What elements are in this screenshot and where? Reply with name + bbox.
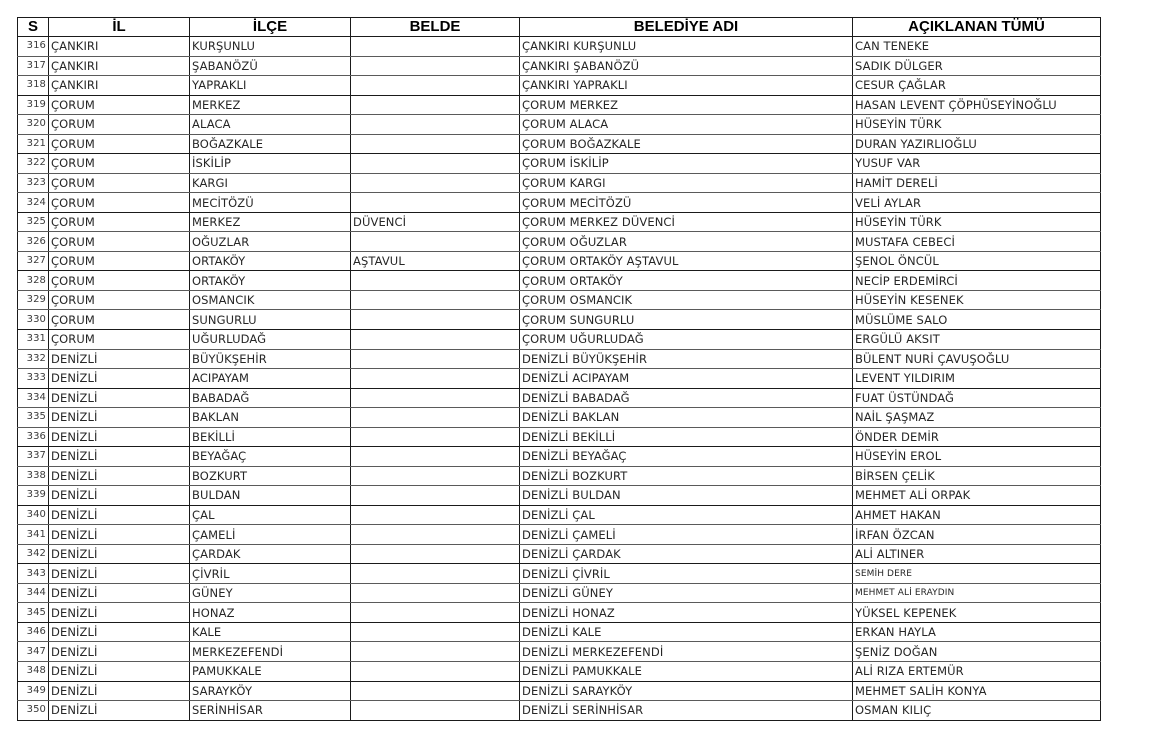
cell-belediye-adi: DENİZLİ BULDAN xyxy=(520,486,853,506)
cell-belediye-adi: ÇORUM MERKEZ xyxy=(520,95,853,115)
cell-aciklanan-tumu: HAMİT DERELİ xyxy=(853,173,1101,193)
cell-s: 338 xyxy=(18,466,49,486)
cell-aciklanan-tumu: HÜSEYİN TÜRK xyxy=(853,212,1101,232)
table-row xyxy=(18,154,1101,174)
cell-belde xyxy=(351,134,520,154)
cell-s: 343 xyxy=(18,564,49,584)
cell-aciklanan-tumu: MEHMET ALİ ERAYDIN xyxy=(853,583,1101,603)
cell-s: 334 xyxy=(18,388,49,408)
mayor-candidates-table xyxy=(17,17,1101,721)
cell-ilce: OSMANCIK xyxy=(190,290,351,310)
cell-ilce: ORTAKÖY xyxy=(190,251,351,271)
cell-belde xyxy=(351,115,520,135)
cell-belde xyxy=(351,95,520,115)
cell-aciklanan-tumu: ŞENOL ÖNCÜL xyxy=(853,251,1101,271)
cell-belde xyxy=(351,349,520,369)
cell-aciklanan-tumu: SEMİH DERE xyxy=(853,564,1101,584)
cell-ilce: ÇARDAK xyxy=(190,544,351,564)
cell-ilce: MECİTÖZÜ xyxy=(190,193,351,213)
cell-aciklanan-tumu: ALİ RIZA ERTEMÜR xyxy=(853,662,1101,682)
cell-belde xyxy=(351,369,520,389)
table-row xyxy=(18,134,1101,154)
cell-belediye-adi: ÇORUM UĞURLUDAĞ xyxy=(520,329,853,349)
table-row xyxy=(18,349,1101,369)
cell-belediye-adi: ÇORUM BOĞAZKALE xyxy=(520,134,853,154)
cell-belde xyxy=(351,681,520,701)
cell-il: DENİZLİ xyxy=(49,564,190,584)
cell-aciklanan-tumu: ŞENİZ DOĞAN xyxy=(853,642,1101,662)
cell-ilce: BULDAN xyxy=(190,486,351,506)
cell-s: 349 xyxy=(18,681,49,701)
cell-s: 327 xyxy=(18,251,49,271)
table-row xyxy=(18,681,1101,701)
cell-aciklanan-tumu: HASAN LEVENT ÇÖPHÜSEYİNOĞLU xyxy=(853,95,1101,115)
cell-ilce: BEKİLLİ xyxy=(190,427,351,447)
table-row xyxy=(18,329,1101,349)
cell-ilce: MERKEZ xyxy=(190,212,351,232)
cell-ilce: KURŞUNLU xyxy=(190,37,351,57)
cell-belediye-adi: DENİZLİ BEKİLLİ xyxy=(520,427,853,447)
cell-ilce: MERKEZEFENDİ xyxy=(190,642,351,662)
table-row xyxy=(18,583,1101,603)
cell-s: 340 xyxy=(18,505,49,525)
table-row xyxy=(18,505,1101,525)
cell-s: 336 xyxy=(18,427,49,447)
cell-belediye-adi: DENİZLİ MERKEZEFENDİ xyxy=(520,642,853,662)
cell-belediye-adi: ÇANKIRI YAPRAKLI xyxy=(520,76,853,96)
cell-il: DENİZLİ xyxy=(49,525,190,545)
cell-s: 346 xyxy=(18,622,49,642)
cell-il: DENİZLİ xyxy=(49,369,190,389)
cell-belediye-adi: ÇORUM MECİTÖZÜ xyxy=(520,193,853,213)
cell-il: ÇORUM xyxy=(49,95,190,115)
cell-belediye-adi: DENİZLİ PAMUKKALE xyxy=(520,662,853,682)
cell-belediye-adi: DENİZLİ HONAZ xyxy=(520,603,853,623)
cell-il: DENİZLİ xyxy=(49,486,190,506)
cell-s: 324 xyxy=(18,193,49,213)
cell-il: ÇORUM xyxy=(49,251,190,271)
cell-il: ÇORUM xyxy=(49,271,190,291)
cell-ilce: BOZKURT xyxy=(190,466,351,486)
cell-aciklanan-tumu: MUSTAFA CEBECİ xyxy=(853,232,1101,252)
cell-belediye-adi: ÇORUM İSKİLİP xyxy=(520,154,853,174)
cell-aciklanan-tumu: HÜSEYİN EROL xyxy=(853,447,1101,467)
cell-aciklanan-tumu: NAİL ŞAŞMAZ xyxy=(853,408,1101,428)
cell-belde xyxy=(351,525,520,545)
cell-belde xyxy=(351,193,520,213)
cell-s: 323 xyxy=(18,173,49,193)
cell-ilce: HONAZ xyxy=(190,603,351,623)
cell-belde xyxy=(351,290,520,310)
cell-il: DENİZLİ xyxy=(49,447,190,467)
cell-s: 345 xyxy=(18,603,49,623)
table-row xyxy=(18,232,1101,252)
cell-il: DENİZLİ xyxy=(49,622,190,642)
table-row xyxy=(18,544,1101,564)
cell-belde xyxy=(351,56,520,76)
cell-s: 329 xyxy=(18,290,49,310)
table-row xyxy=(18,115,1101,135)
table-row xyxy=(18,642,1101,662)
table-row xyxy=(18,56,1101,76)
cell-belediye-adi: DENİZLİ BABADAĞ xyxy=(520,388,853,408)
cell-belde xyxy=(351,486,520,506)
cell-il: ÇORUM xyxy=(49,290,190,310)
table-row xyxy=(18,525,1101,545)
cell-belediye-adi: DENİZLİ ÇARDAK xyxy=(520,544,853,564)
cell-il: DENİZLİ xyxy=(49,701,190,721)
cell-il: ÇORUM xyxy=(49,173,190,193)
cell-belediye-adi: ÇANKIRI KURŞUNLU xyxy=(520,37,853,57)
table-row xyxy=(18,447,1101,467)
cell-s: 328 xyxy=(18,271,49,291)
table-row xyxy=(18,408,1101,428)
cell-il: ÇORUM xyxy=(49,154,190,174)
cell-aciklanan-tumu: BÜLENT NURİ ÇAVUŞOĞLU xyxy=(853,349,1101,369)
table-row xyxy=(18,310,1101,330)
cell-aciklanan-tumu: HÜSEYİN KESENEK xyxy=(853,290,1101,310)
cell-belediye-adi: DENİZLİ BOZKURT xyxy=(520,466,853,486)
cell-il: DENİZLİ xyxy=(49,427,190,447)
cell-belediye-adi: DENİZLİ KALE xyxy=(520,622,853,642)
cell-il: DENİZLİ xyxy=(49,583,190,603)
cell-aciklanan-tumu: NECİP ERDEMİRCİ xyxy=(853,271,1101,291)
cell-ilce: ÇİVRİL xyxy=(190,564,351,584)
header-aciklanan-tumu: AÇIKLANAN TÜMÜ xyxy=(853,18,1101,37)
cell-ilce: ÇAL xyxy=(190,505,351,525)
cell-belde xyxy=(351,388,520,408)
cell-s: 339 xyxy=(18,486,49,506)
header-s: S xyxy=(18,18,49,37)
cell-belde xyxy=(351,408,520,428)
cell-ilce: BEYAĞAÇ xyxy=(190,447,351,467)
cell-il: ÇORUM xyxy=(49,232,190,252)
cell-il: ÇORUM xyxy=(49,329,190,349)
cell-belde xyxy=(351,329,520,349)
cell-ilce: BÜYÜKŞEHİR xyxy=(190,349,351,369)
cell-ilce: ALACA xyxy=(190,115,351,135)
cell-il: ÇANKIRI xyxy=(49,56,190,76)
cell-ilce: OĞUZLAR xyxy=(190,232,351,252)
cell-il: ÇORUM xyxy=(49,212,190,232)
cell-ilce: SERİNHİSAR xyxy=(190,701,351,721)
spreadsheet xyxy=(17,17,1101,721)
cell-s: 337 xyxy=(18,447,49,467)
cell-s: 322 xyxy=(18,154,49,174)
cell-belde xyxy=(351,173,520,193)
cell-ilce: KARGI xyxy=(190,173,351,193)
cell-ilce: BOĞAZKALE xyxy=(190,134,351,154)
cell-aciklanan-tumu: BİRSEN ÇELİK xyxy=(853,466,1101,486)
cell-aciklanan-tumu: HÜSEYİN TÜRK xyxy=(853,115,1101,135)
cell-il: ÇORUM xyxy=(49,310,190,330)
cell-il: ÇANKIRI xyxy=(49,37,190,57)
table-row xyxy=(18,662,1101,682)
cell-belediye-adi: DENİZLİ GÜNEY xyxy=(520,583,853,603)
cell-ilce: ORTAKÖY xyxy=(190,271,351,291)
table-row xyxy=(18,95,1101,115)
cell-belediye-adi: DENİZLİ ÇAMELİ xyxy=(520,525,853,545)
table-row xyxy=(18,290,1101,310)
cell-ilce: İSKİLİP xyxy=(190,154,351,174)
cell-belde xyxy=(351,232,520,252)
cell-s: 347 xyxy=(18,642,49,662)
cell-il: ÇORUM xyxy=(49,134,190,154)
cell-belediye-adi: DENİZLİ ÇİVRİL xyxy=(520,564,853,584)
cell-il: DENİZLİ xyxy=(49,466,190,486)
cell-aciklanan-tumu: İRFAN ÖZCAN xyxy=(853,525,1101,545)
cell-aciklanan-tumu: AHMET HAKAN xyxy=(853,505,1101,525)
cell-belde xyxy=(351,466,520,486)
cell-ilce: BAKLAN xyxy=(190,408,351,428)
cell-aciklanan-tumu: VELİ AYLAR xyxy=(853,193,1101,213)
cell-ilce: BABADAĞ xyxy=(190,388,351,408)
cell-belediye-adi: DENİZLİ SERİNHİSAR xyxy=(520,701,853,721)
header-ilce: İLÇE xyxy=(190,18,351,37)
cell-ilce: ACIPAYAM xyxy=(190,369,351,389)
cell-s: 319 xyxy=(18,95,49,115)
cell-belediye-adi: DENİZLİ SARAYKÖY xyxy=(520,681,853,701)
cell-il: DENİZLİ xyxy=(49,505,190,525)
table-row xyxy=(18,173,1101,193)
cell-belediye-adi: ÇORUM SUNGURLU xyxy=(520,310,853,330)
cell-ilce: GÜNEY xyxy=(190,583,351,603)
cell-ilce: ŞABANÖZÜ xyxy=(190,56,351,76)
cell-il: ÇORUM xyxy=(49,193,190,213)
cell-aciklanan-tumu: FUAT ÜSTÜNDAĞ xyxy=(853,388,1101,408)
cell-il: DENİZLİ xyxy=(49,544,190,564)
cell-belediye-adi: DENİZLİ BÜYÜKŞEHİR xyxy=(520,349,853,369)
header-belde: BELDE xyxy=(351,18,520,37)
cell-belediye-adi: ÇORUM ORTAKÖY AŞTAVUL xyxy=(520,251,853,271)
cell-il: DENİZLİ xyxy=(49,408,190,428)
cell-il: DENİZLİ xyxy=(49,681,190,701)
cell-belediye-adi: DENİZLİ BEYAĞAÇ xyxy=(520,447,853,467)
cell-aciklanan-tumu: SADIK DÜLGER xyxy=(853,56,1101,76)
cell-belediye-adi: DENİZLİ BAKLAN xyxy=(520,408,853,428)
cell-belde xyxy=(351,447,520,467)
cell-s: 330 xyxy=(18,310,49,330)
table-row xyxy=(18,388,1101,408)
cell-belde xyxy=(351,544,520,564)
cell-ilce: ÇAMELİ xyxy=(190,525,351,545)
table-row xyxy=(18,486,1101,506)
table-row xyxy=(18,76,1101,96)
cell-aciklanan-tumu: MÜSLÜME SALO xyxy=(853,310,1101,330)
cell-aciklanan-tumu: ERKAN HAYLA xyxy=(853,622,1101,642)
cell-il: DENİZLİ xyxy=(49,603,190,623)
cell-aciklanan-tumu: DURAN YAZIRLIOĞLU xyxy=(853,134,1101,154)
cell-belde xyxy=(351,76,520,96)
cell-aciklanan-tumu: MEHMET ALİ ORPAK xyxy=(853,486,1101,506)
table-row xyxy=(18,603,1101,623)
cell-ilce: SUNGURLU xyxy=(190,310,351,330)
cell-s: 342 xyxy=(18,544,49,564)
cell-aciklanan-tumu: YUSUF VAR xyxy=(853,154,1101,174)
table-row xyxy=(18,564,1101,584)
cell-belde xyxy=(351,37,520,57)
cell-belde xyxy=(351,564,520,584)
cell-aciklanan-tumu: ERGÜLÜ AKSIT xyxy=(853,329,1101,349)
cell-s: 332 xyxy=(18,349,49,369)
cell-s: 344 xyxy=(18,583,49,603)
cell-il: DENİZLİ xyxy=(49,388,190,408)
cell-belde xyxy=(351,603,520,623)
cell-ilce: MERKEZ xyxy=(190,95,351,115)
cell-ilce: PAMUKKALE xyxy=(190,662,351,682)
cell-belediye-adi: ÇORUM ORTAKÖY xyxy=(520,271,853,291)
cell-s: 331 xyxy=(18,329,49,349)
cell-aciklanan-tumu: ALİ ALTINER xyxy=(853,544,1101,564)
cell-s: 333 xyxy=(18,369,49,389)
table-row xyxy=(18,271,1101,291)
table-row xyxy=(18,369,1101,389)
cell-ilce: UĞURLUDAĞ xyxy=(190,329,351,349)
cell-belde xyxy=(351,271,520,291)
cell-belediye-adi: ÇORUM KARGI xyxy=(520,173,853,193)
cell-belde: AŞTAVUL xyxy=(351,251,520,271)
cell-belediye-adi: ÇORUM ALACA xyxy=(520,115,853,135)
cell-il: DENİZLİ xyxy=(49,642,190,662)
cell-s: 320 xyxy=(18,115,49,135)
cell-s: 348 xyxy=(18,662,49,682)
cell-s: 350 xyxy=(18,701,49,721)
cell-aciklanan-tumu: MEHMET SALİH KONYA xyxy=(853,681,1101,701)
cell-belde xyxy=(351,310,520,330)
cell-il: ÇANKIRI xyxy=(49,76,190,96)
cell-belediye-adi: ÇANKIRI ŞABANÖZÜ xyxy=(520,56,853,76)
cell-aciklanan-tumu: LEVENT YILDIRIM xyxy=(853,369,1101,389)
cell-belde: DÜVENCİ xyxy=(351,212,520,232)
cell-belde xyxy=(351,583,520,603)
cell-il: DENİZLİ xyxy=(49,349,190,369)
cell-aciklanan-tumu: CESUR ÇAĞLAR xyxy=(853,76,1101,96)
table-body xyxy=(18,37,1101,721)
cell-s: 326 xyxy=(18,232,49,252)
header-row xyxy=(18,18,1101,37)
cell-s: 317 xyxy=(18,56,49,76)
table-row xyxy=(18,212,1101,232)
cell-belde xyxy=(351,427,520,447)
cell-il: ÇORUM xyxy=(49,115,190,135)
cell-belde xyxy=(351,662,520,682)
cell-s: 318 xyxy=(18,76,49,96)
cell-il: DENİZLİ xyxy=(49,662,190,682)
cell-belde xyxy=(351,505,520,525)
cell-aciklanan-tumu: CAN TENEKE xyxy=(853,37,1101,57)
cell-belediye-adi: DENİZLİ ACIPAYAM xyxy=(520,369,853,389)
header-il: İL xyxy=(49,18,190,37)
cell-belediye-adi: ÇORUM MERKEZ DÜVENCİ xyxy=(520,212,853,232)
cell-belediye-adi: DENİZLİ ÇAL xyxy=(520,505,853,525)
cell-ilce: KALE xyxy=(190,622,351,642)
table-row xyxy=(18,466,1101,486)
cell-belde xyxy=(351,701,520,721)
table-row xyxy=(18,701,1101,721)
cell-aciklanan-tumu: OSMAN KILIÇ xyxy=(853,701,1101,721)
cell-s: 321 xyxy=(18,134,49,154)
cell-ilce: YAPRAKLI xyxy=(190,76,351,96)
cell-ilce: SARAYKÖY xyxy=(190,681,351,701)
cell-belde xyxy=(351,642,520,662)
cell-belediye-adi: ÇORUM OĞUZLAR xyxy=(520,232,853,252)
cell-s: 316 xyxy=(18,37,49,57)
table-row xyxy=(18,193,1101,213)
cell-s: 341 xyxy=(18,525,49,545)
cell-aciklanan-tumu: ÖNDER DEMİR xyxy=(853,427,1101,447)
cell-belediye-adi: ÇORUM OSMANCIK xyxy=(520,290,853,310)
cell-belde xyxy=(351,622,520,642)
table-row xyxy=(18,37,1101,57)
cell-belde xyxy=(351,154,520,174)
header-belediye-adi: BELEDİYE ADI xyxy=(520,18,853,37)
table-row xyxy=(18,427,1101,447)
cell-s: 335 xyxy=(18,408,49,428)
cell-aciklanan-tumu: YÜKSEL KEPENEK xyxy=(853,603,1101,623)
table-row xyxy=(18,622,1101,642)
table-row xyxy=(18,251,1101,271)
cell-s: 325 xyxy=(18,212,49,232)
